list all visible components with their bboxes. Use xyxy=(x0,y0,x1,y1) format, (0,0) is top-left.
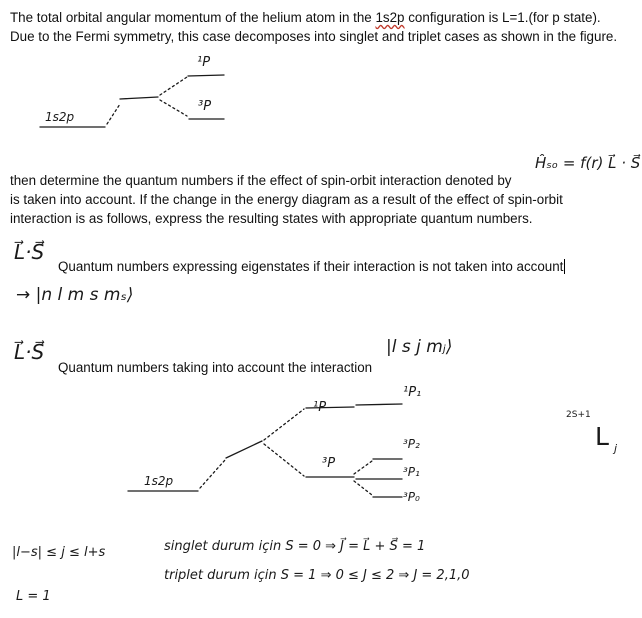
diagram2-split-p1-label: ³P₁ xyxy=(403,465,420,479)
case-without-text xyxy=(58,257,565,276)
case-with-operator: L⃗·S⃗ xyxy=(14,340,45,364)
notation-superscript: 2S+1 xyxy=(566,410,591,420)
singlet-relation: singlet durum için S = 0 ⇒ J⃗ = L⃗ + S⃗ = 1 xyxy=(164,539,426,554)
notation-main: L xyxy=(595,422,609,451)
diagram2-split-p0-label: ³P₀ xyxy=(403,490,420,504)
hamiltonian-formula: Ĥₛₒ = f(r) L⃗ · S⃗ xyxy=(535,154,641,172)
diagram2-triplet-label: ³P xyxy=(322,456,336,471)
case-with-ket: |l s j mⱼ⟩ xyxy=(386,337,453,357)
spin-orbit-line-3: interaction is as follows, express the resulting states with appropriate quantum numbers. xyxy=(10,211,533,226)
intro-line-1-pre: The total orbital angular momentum of the helium atom in the xyxy=(10,10,376,25)
diagram2-split-singlet-label: ¹P₁ xyxy=(403,385,422,400)
diagram1-singlet-label: ¹P xyxy=(197,55,211,70)
spin-orbit-line-2: is taken into account. If the change in the energy diagram as a result of the effect of spin-orbit xyxy=(10,192,563,207)
diagram2-singlet-label: ¹P xyxy=(313,400,327,415)
diagram1-connector-triplet xyxy=(160,100,187,116)
spin-orbit-line-1: then determine the quantum numbers if the effect of spin-orbit interaction denoted by xyxy=(10,173,512,188)
triplet-relation: triplet durum için S = 1 ⇒ 0 ≤ J ≤ 2 ⇒ J = 2,1,0 xyxy=(164,568,470,583)
diagram2-split-connector-p0 xyxy=(354,481,372,495)
diagram2-split-p2-label: ³P₂ xyxy=(403,437,420,451)
diagram1-triplet-label: ³P xyxy=(198,99,212,114)
diagram2-base-label: 1s2p xyxy=(144,474,174,488)
diagram2-connector-singlet xyxy=(264,409,304,440)
config-term: 1s2p xyxy=(375,10,405,25)
diagram2-connector-triplet xyxy=(264,444,304,476)
case-without-label: Quantum numbers expressing eigenstates if their interaction is not taken into account xyxy=(58,259,564,274)
text-cursor xyxy=(564,259,565,274)
j-range-relation: |l−s| ≤ j ≤ l+s xyxy=(12,545,106,560)
diagram2-connector-up xyxy=(200,460,225,488)
diagram2-split-singlet-level xyxy=(356,404,402,405)
case-with-text: Quantum numbers taking into account the interaction xyxy=(58,360,373,375)
notation-subscript: j xyxy=(614,442,618,455)
case-without-ket: → |n l m s mₛ⟩ xyxy=(16,285,134,305)
diagram1-connector-singlet xyxy=(160,77,187,95)
diagram1-mid-level xyxy=(120,97,158,99)
diagram2-split-connector-p2 xyxy=(354,461,372,474)
diagram1-connector-up xyxy=(107,104,120,124)
diagram2-mid-level xyxy=(226,441,262,458)
l-value: L = 1 xyxy=(16,589,51,604)
diagram1-base-label: 1s2p xyxy=(45,110,75,124)
intro-line-1-post: configuration is L=1.(for p state). xyxy=(404,10,601,25)
diagram1-singlet-level xyxy=(188,75,224,76)
intro-line-2: Due to the Fermi symmetry, this case decomposes into singlet and triplet cases as shown in the figure. xyxy=(10,29,618,44)
case-without-operator: L⃗·S⃗ xyxy=(14,240,45,264)
